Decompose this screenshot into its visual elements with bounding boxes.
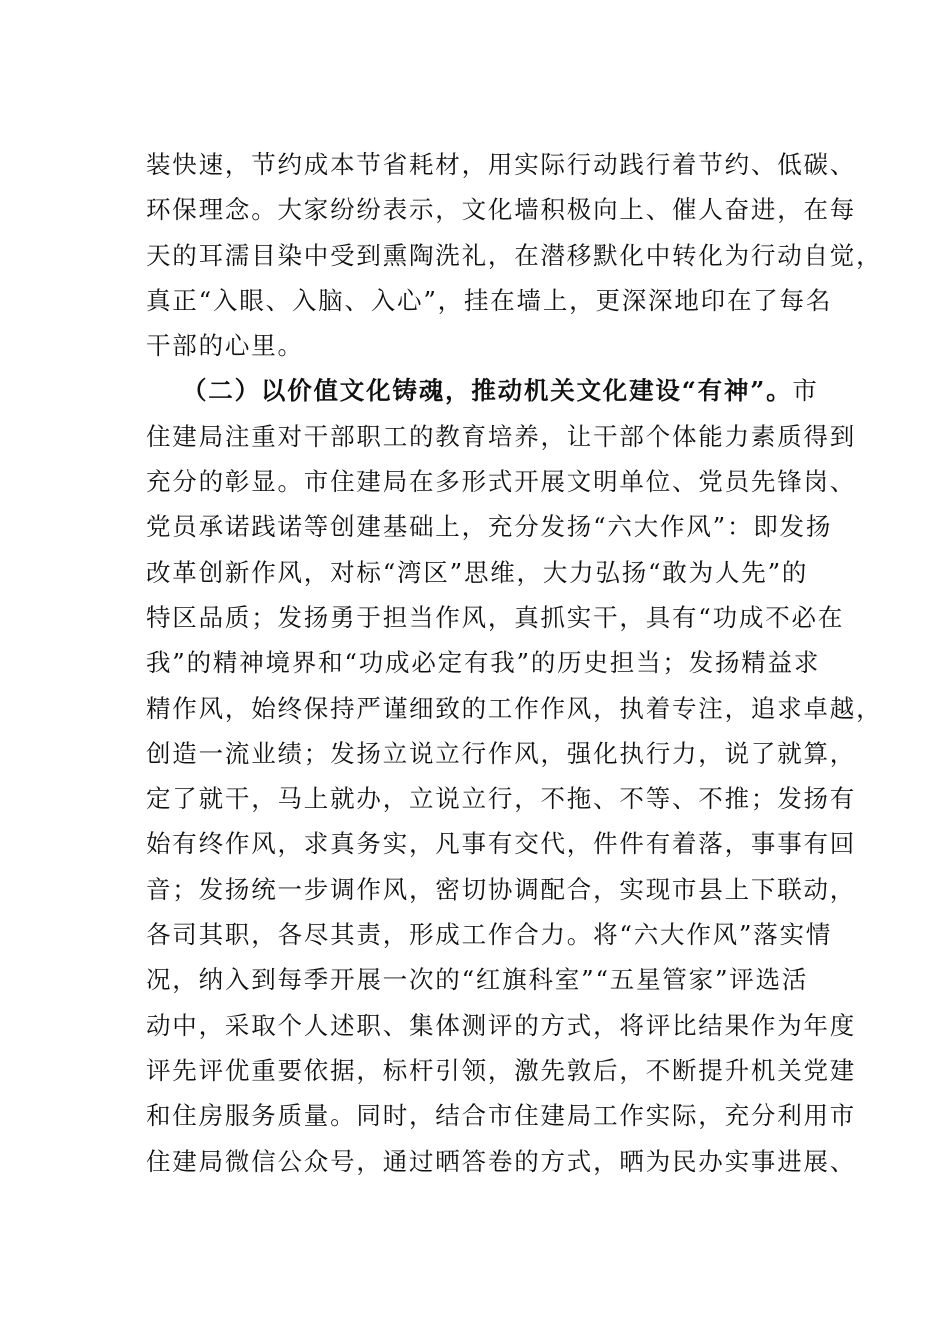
text-line: 始有终作风，求真务实，凡事有交代，件件有着落，事事有回 — [146, 829, 857, 859]
text-line: 天的耳濡目染中受到熏陶洗礼，在潜移默化中转化为行动自觉， — [146, 240, 883, 270]
section-heading-rest: 市 — [792, 376, 819, 406]
text-line: 音；发扬统一步调作风，密切协调配合，实现市县上下联动， — [146, 874, 857, 904]
text-line: 党员承诺践诺等创建基础上，充分发扬“六大作风”：即发扬 — [146, 512, 833, 542]
body-text — [146, 142, 883, 1184]
text-line: 干部的心里。 — [146, 331, 304, 361]
text-line: 改革创新作风，对标“湾区”思维，大力弘扬“敢为人先”的 — [146, 557, 809, 587]
text-line: 评先评优重要依据，标杆引领，激先敦后，不断提升机关党建 — [146, 1055, 857, 1085]
text-line: 住建局微信公众号，通过晒答卷的方式，晒为民办实事进展、 — [146, 1146, 857, 1176]
text-line: 特区品质；发扬勇于担当作风，真抓实干，具有“功成不必在 — [146, 602, 845, 632]
text-line: 和住房服务质量。同时，结合市住建局工作实际，充分利用市 — [146, 1101, 857, 1131]
text-line: 环保理念。大家纷纷表示，文化墙积极向上、催人奋进，在每 — [146, 195, 857, 225]
text-line: 创造一流业绩；发扬立说立行作风，强化执行力，说了就算， — [146, 738, 857, 768]
text-line: 况，纳入到每季开展一次的“红旗科室”“五星管家”评选活 — [146, 965, 809, 995]
text-line: 精作风，始终保持严谨细致的工作作风，执着专注，追求卓越， — [146, 693, 883, 723]
section-heading-line — [146, 368, 846, 413]
text-line: 装快速，节约成本节省耗材，用实际行动践行着节约、低碳、 — [146, 150, 857, 179]
text-line: 动中，采取个人述职、集体测评的方式，将评比结果作为年度 — [146, 1010, 857, 1040]
text-line: 真正“入眼、入脑、入心”，挂在墙上，更深深地印在了每名 — [146, 285, 833, 315]
text-line: 我”的精神境界和“功成必定有我”的历史担当；发扬精益求 — [146, 648, 821, 678]
section-heading: （二）以价值文化铸魂，推动机关文化建设“有神”。 — [182, 376, 793, 406]
text-line: 充分的彰显。市住建局在多形式开展文明单位、党员先锋岗、 — [146, 467, 857, 497]
text-line: 各司其职，各尽其责，形成工作合力。将“六大作风”落实情 — [146, 920, 833, 950]
text-line: 定了就干，马上就办，立说立行，不拖、不等、不推；发扬有 — [146, 784, 857, 814]
text-line: 住建局注重对干部职工的教育培养，让干部个体能力素质得到 — [146, 421, 857, 451]
